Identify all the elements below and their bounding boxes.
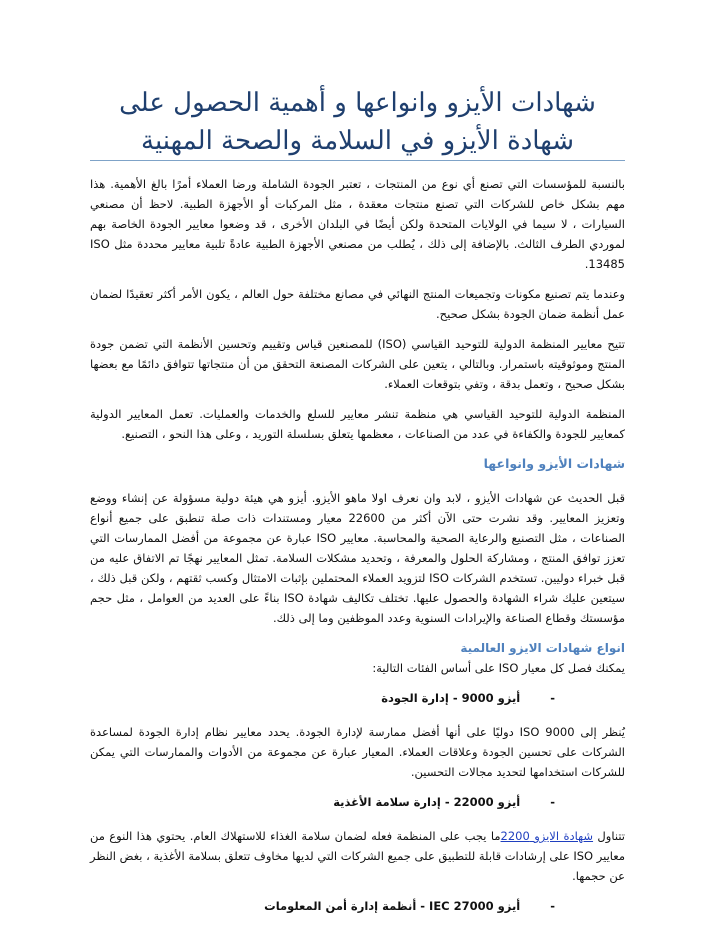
paragraph-iso-9000: يُنظر إلى ISO 9000 دوليًا على أنها أفضل ممارسة لإدارة الجودة. يحدد معايير نظام إدارة الجودة لمساعدة الشركات على تحسين الجودة وعلاقات العملاء. المعيار عبارة عن مجموعة من الأدوات والممارسات التي يمكن للشركات استخدامها لتحديد مجالات التحسين. — [90, 725, 625, 779]
bullet-label: أيزو IEC 27000 - أنظمة إدارة أمن المعلومات — [264, 899, 521, 913]
iso-2200-link[interactable]: شهادة الايزو 2200 — [500, 829, 594, 843]
bullet-dash: - — [550, 691, 555, 705]
paragraph-about-iso: قبل الحديث عن شهادات الأيزو ، لابد وان نعرف اولا ماهو الأيزو. أيزو هي هيئة دولية مسؤولة عن إنشاء ووضع وتعزيز المعايير. وقد نشرت حتى الآن أكثر من 22600 معيار ومستندات ذات صلة تنطبق على جميع أنواع الصناعات ، مثل التصنيع والرعاية الصحية والمحاسبة. معايير ISO عبارة عن مجموعة من أفضل الممارسات التي تعزز توافق المنتج ، ومشاركة الحلول والمعرفة ، وتحديد مشكلات السلامة. تمثل المعايير نهجًا تم الاتفاق عليه من قبل خبراء دوليين. تستخدم الشركات ISO لتزويد العملاء المحتملين بإثبات الامتثال وكسب ثقتهم ، ولكن قبل ذلك ، سيتعين عليك شراء الشهادة والحصول عليها. تختلف تكاليف شهادة ISO بناءً على العديد من العوامل ، مثل حجم مؤسستك وقطاع الصناعة والإيرادات السنوية وعدد الموظفين وما إلى ذلك. — [90, 491, 625, 625]
bullet-iso-9000 — [90, 688, 625, 708]
heading-iso-types: شهادات الأيزو وانواعها — [483, 456, 625, 471]
paragraph-categories: يمكنك فصل كل معيار ISO على أساس الفئات التالية: — [372, 661, 625, 675]
page-title: شهادات الأيزو وانواعها و أهمية الحصول على شهادة الأيزو في السلامة والصحة المهنية — [119, 88, 596, 156]
paragraph-iso-organization: المنظمة الدولية للتوحيد القياسي هي منظمة تنشر معايير للسلع والخدمات والعمليات. تعمل المعايير الدولية كمعايير للجودة والكفاءة في عدد من الصناعات ، معظمها يتعلق بسلسلة التوريد ، وعلى هذا النحو ، التصنيع. — [90, 407, 625, 441]
heading-global-types: انواع شهادات الايزو العالمية — [460, 641, 625, 655]
paragraph-components: وعندما يتم تصنيع مكونات وتجميعات المنتج النهائي في مصانع مختلفة حول العالم ، يكون الأمر أكثر تعقيدًا لضمان عمل أنظمة ضمان الجودة بشكل صحيح. — [90, 287, 625, 321]
paragraph-intro: بالنسبة للمؤسسات التي تصنع أي نوع من المنتجات ، تعتبر الجودة الشاملة ورضا العملاء أمرًا بالغ الأهمية. هذا مهم بشكل خاص للشركات التي تصنع منتجات معقدة ، مثل المركبات أو الأجهزة الطبية. لاحظ أن مصنعي السيارات ، لا سيما في الولايات المتحدة ولكن أيضًا في البلدان الأخرى ، قد وضعوا معايير الجودة الخاصة بهم لموردي الطرف الثالث. بالإضافة إلى ذلك ، يُطلب من مصنعي الأجهزة الطبية عادةً تلبية معايير محددة مثل ISO 13485. — [90, 177, 625, 271]
paragraph-iso-standards: تتيح معايير المنظمة الدولية للتوحيد القياسي (ISO) للمصنعين قياس وتقييم وتحسين الأنظمة التي تضمن جودة المنتج وموثوقيته باستمرار. وبالتالي ، يتعين على الشركات المصنعة التحقق من أن منتجاتها تتوافق دائمًا مع بعضها بشكل صحيح ، وتعمل بدقة ، وتفي بتوقعات العملاء. — [90, 337, 625, 391]
document-body — [90, 174, 625, 930]
paragraph-iso-22000 — [90, 826, 625, 886]
paragraph-text: تتناول — [593, 829, 625, 843]
bullet-dash: - — [550, 899, 555, 913]
bullet-iso-27000 — [90, 896, 625, 916]
title-divider — [90, 160, 625, 161]
bullet-dash: - — [550, 795, 555, 809]
bullet-label: أيزو 9000 - إدارة الجودة — [381, 691, 521, 705]
paragraph-text: ما يجب على المنظمة فعله لضمان سلامة الغذاء للاستهلاك العام. يحتوي هذا النوع من معايير ISO على إرشادات قابلة للتطبيق على جميع الشركات التي لديها مخاوف تتعلق بسلامة الأغذية ، بغض النظر عن حجمها. — [90, 829, 625, 883]
bullet-iso-22000 — [90, 792, 625, 812]
bullet-label: أيزو 22000 - إدارة سلامة الأغذية — [333, 795, 521, 809]
